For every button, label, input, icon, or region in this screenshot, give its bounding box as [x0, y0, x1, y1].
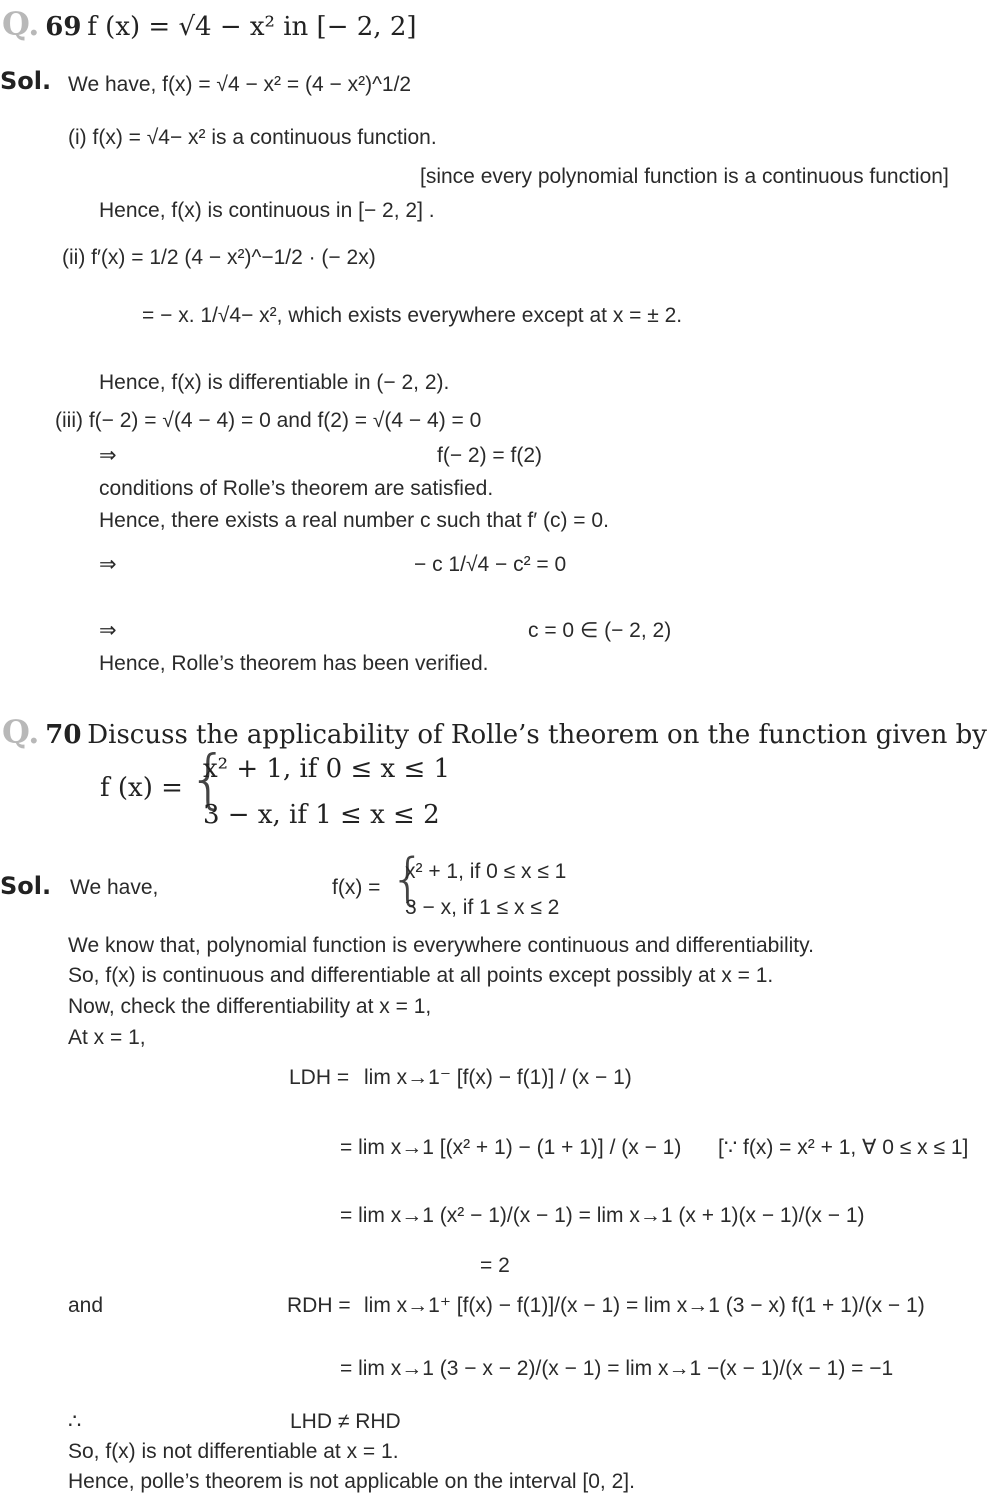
question-text: Discuss the applicability of Rolle’s theorem on the function given by	[87, 720, 987, 750]
left-brace: {	[390, 847, 426, 912]
q69-heading	[2, 6, 417, 43]
rdh-step1: lim x→1⁺ [f(x) − f(1)]/(x − 1) = lim x→1 (3 − x) f(1 + 1)/(x − 1)	[364, 1294, 925, 1317]
q69-part-iii-d: Hence, there exists a real number c such that f′ (c) = 0.	[99, 509, 609, 532]
q69-part-iii: (iii) f(− 2) = √(4 − 4) = 0 and f(2) = √(4 − 4) = 0	[55, 409, 482, 432]
q70-we-have: We have,	[70, 876, 159, 899]
ldh-step2: = lim x→1 [(x² + 1) − (1 + 1)] / (x − 1)	[340, 1136, 682, 1159]
q69-part-ii: (ii) f′(x) = 1/2 (4 − x²)^−1/2 · (− 2x)	[62, 246, 376, 269]
ldh-result: = 2	[480, 1254, 510, 1277]
q70-def-lhs: f (x) =	[100, 773, 183, 803]
q69-part-i-reason: [since every polynomial function is a continuous function]	[420, 165, 949, 188]
question-mark-label: Q.	[2, 5, 40, 43]
ldh-step1: lim x→1⁻ [f(x) − f(1)] / (x − 1)	[364, 1066, 632, 1089]
q69-part-i: (i) f(x) = √4− x² is a continuous function.	[68, 126, 437, 149]
solution-label: Sol.	[0, 67, 52, 95]
rdh-step2: = lim x→1 (3 − x − 2)/(x − 1) = lim x→1 −(x − 1)/(x − 1) = −1	[340, 1357, 894, 1380]
question-number: 70	[45, 720, 82, 750]
question-text: f (x) = √4 − x² in [− 2, 2]	[87, 12, 417, 42]
question-mark-label: Q.	[2, 713, 40, 751]
implies-arrow: ⇒	[99, 553, 117, 576]
therefore-symbol: ∴	[68, 1410, 82, 1433]
q70-sol-lhs: f(x) =	[332, 876, 381, 899]
q70-heading	[2, 714, 987, 751]
q69-line1: We have, f(x) = √4 − x² = (4 − x²)^1/2	[68, 73, 412, 96]
implies-arrow: ⇒	[99, 444, 117, 467]
ldh-step3: = lim x→1 (x² − 1)/(x − 1) = lim x→1 (x + 1)(x − 1)/(x − 1)	[340, 1204, 865, 1227]
q70-final2: Hence, polle’s theorem is not applicable on the interval [0, 2].	[68, 1470, 635, 1493]
rdh-label: RDH =	[287, 1294, 351, 1317]
question-number: 69	[45, 12, 82, 42]
q69-part-ii-b: = − x. 1/√4− x², which exists everywhere except at x = ± 2.	[142, 304, 683, 327]
q70-sol-case2: 3 − x, if 1 ≤ x ≤ 2	[405, 896, 560, 919]
q70-def-case2: 3 − x, if 1 ≤ x ≤ 2	[203, 800, 440, 830]
q69-conclusion: Hence, Rolle’s theorem has been verified.	[99, 652, 489, 675]
solution-label: Sol.	[0, 872, 52, 900]
q70-line-b: So, f(x) is continuous and differentiable at all points except possibly at x = 1.	[68, 964, 774, 987]
q70-line-a: We know that, polynomial function is everywhere continuous and differentiability.	[68, 934, 814, 957]
q70-sol-case1: x² + 1, if 0 ≤ x ≤ 1	[405, 860, 567, 883]
q69-part-iii-e: − c 1/√4 − c² = 0	[414, 553, 567, 576]
q70-def-case1: x² + 1, if 0 ≤ x ≤ 1	[203, 754, 451, 784]
lhd-rhd-compare: LHD ≠ RHD	[290, 1410, 401, 1433]
q69-part-ii-conclusion: Hence, f(x) is differentiable in (− 2, 2).	[99, 371, 450, 394]
left-brace: {	[188, 743, 229, 817]
ldh-step2-reason: [∵ f(x) = x² + 1, ∀ 0 ≤ x ≤ 1]	[718, 1136, 969, 1159]
q70-line-d: At x = 1,	[68, 1026, 146, 1049]
ldh-label: LDH =	[289, 1066, 350, 1089]
q69-part-iii-c: conditions of Rolle’s theorem are satisfied.	[99, 477, 494, 500]
q70-line-c: Now, check the differentiability at x = 1,	[68, 995, 432, 1018]
q70-final1: So, f(x) is not differentiable at x = 1.	[68, 1440, 399, 1463]
implies-arrow: ⇒	[99, 619, 117, 642]
q69-part-i-conclusion: Hence, f(x) is continuous in [− 2, 2] .	[99, 199, 435, 222]
and-label: and	[68, 1294, 104, 1317]
q69-part-iii-b: f(− 2) = f(2)	[437, 444, 543, 467]
q69-part-iii-f: c = 0 ∈ (− 2, 2)	[528, 619, 672, 642]
